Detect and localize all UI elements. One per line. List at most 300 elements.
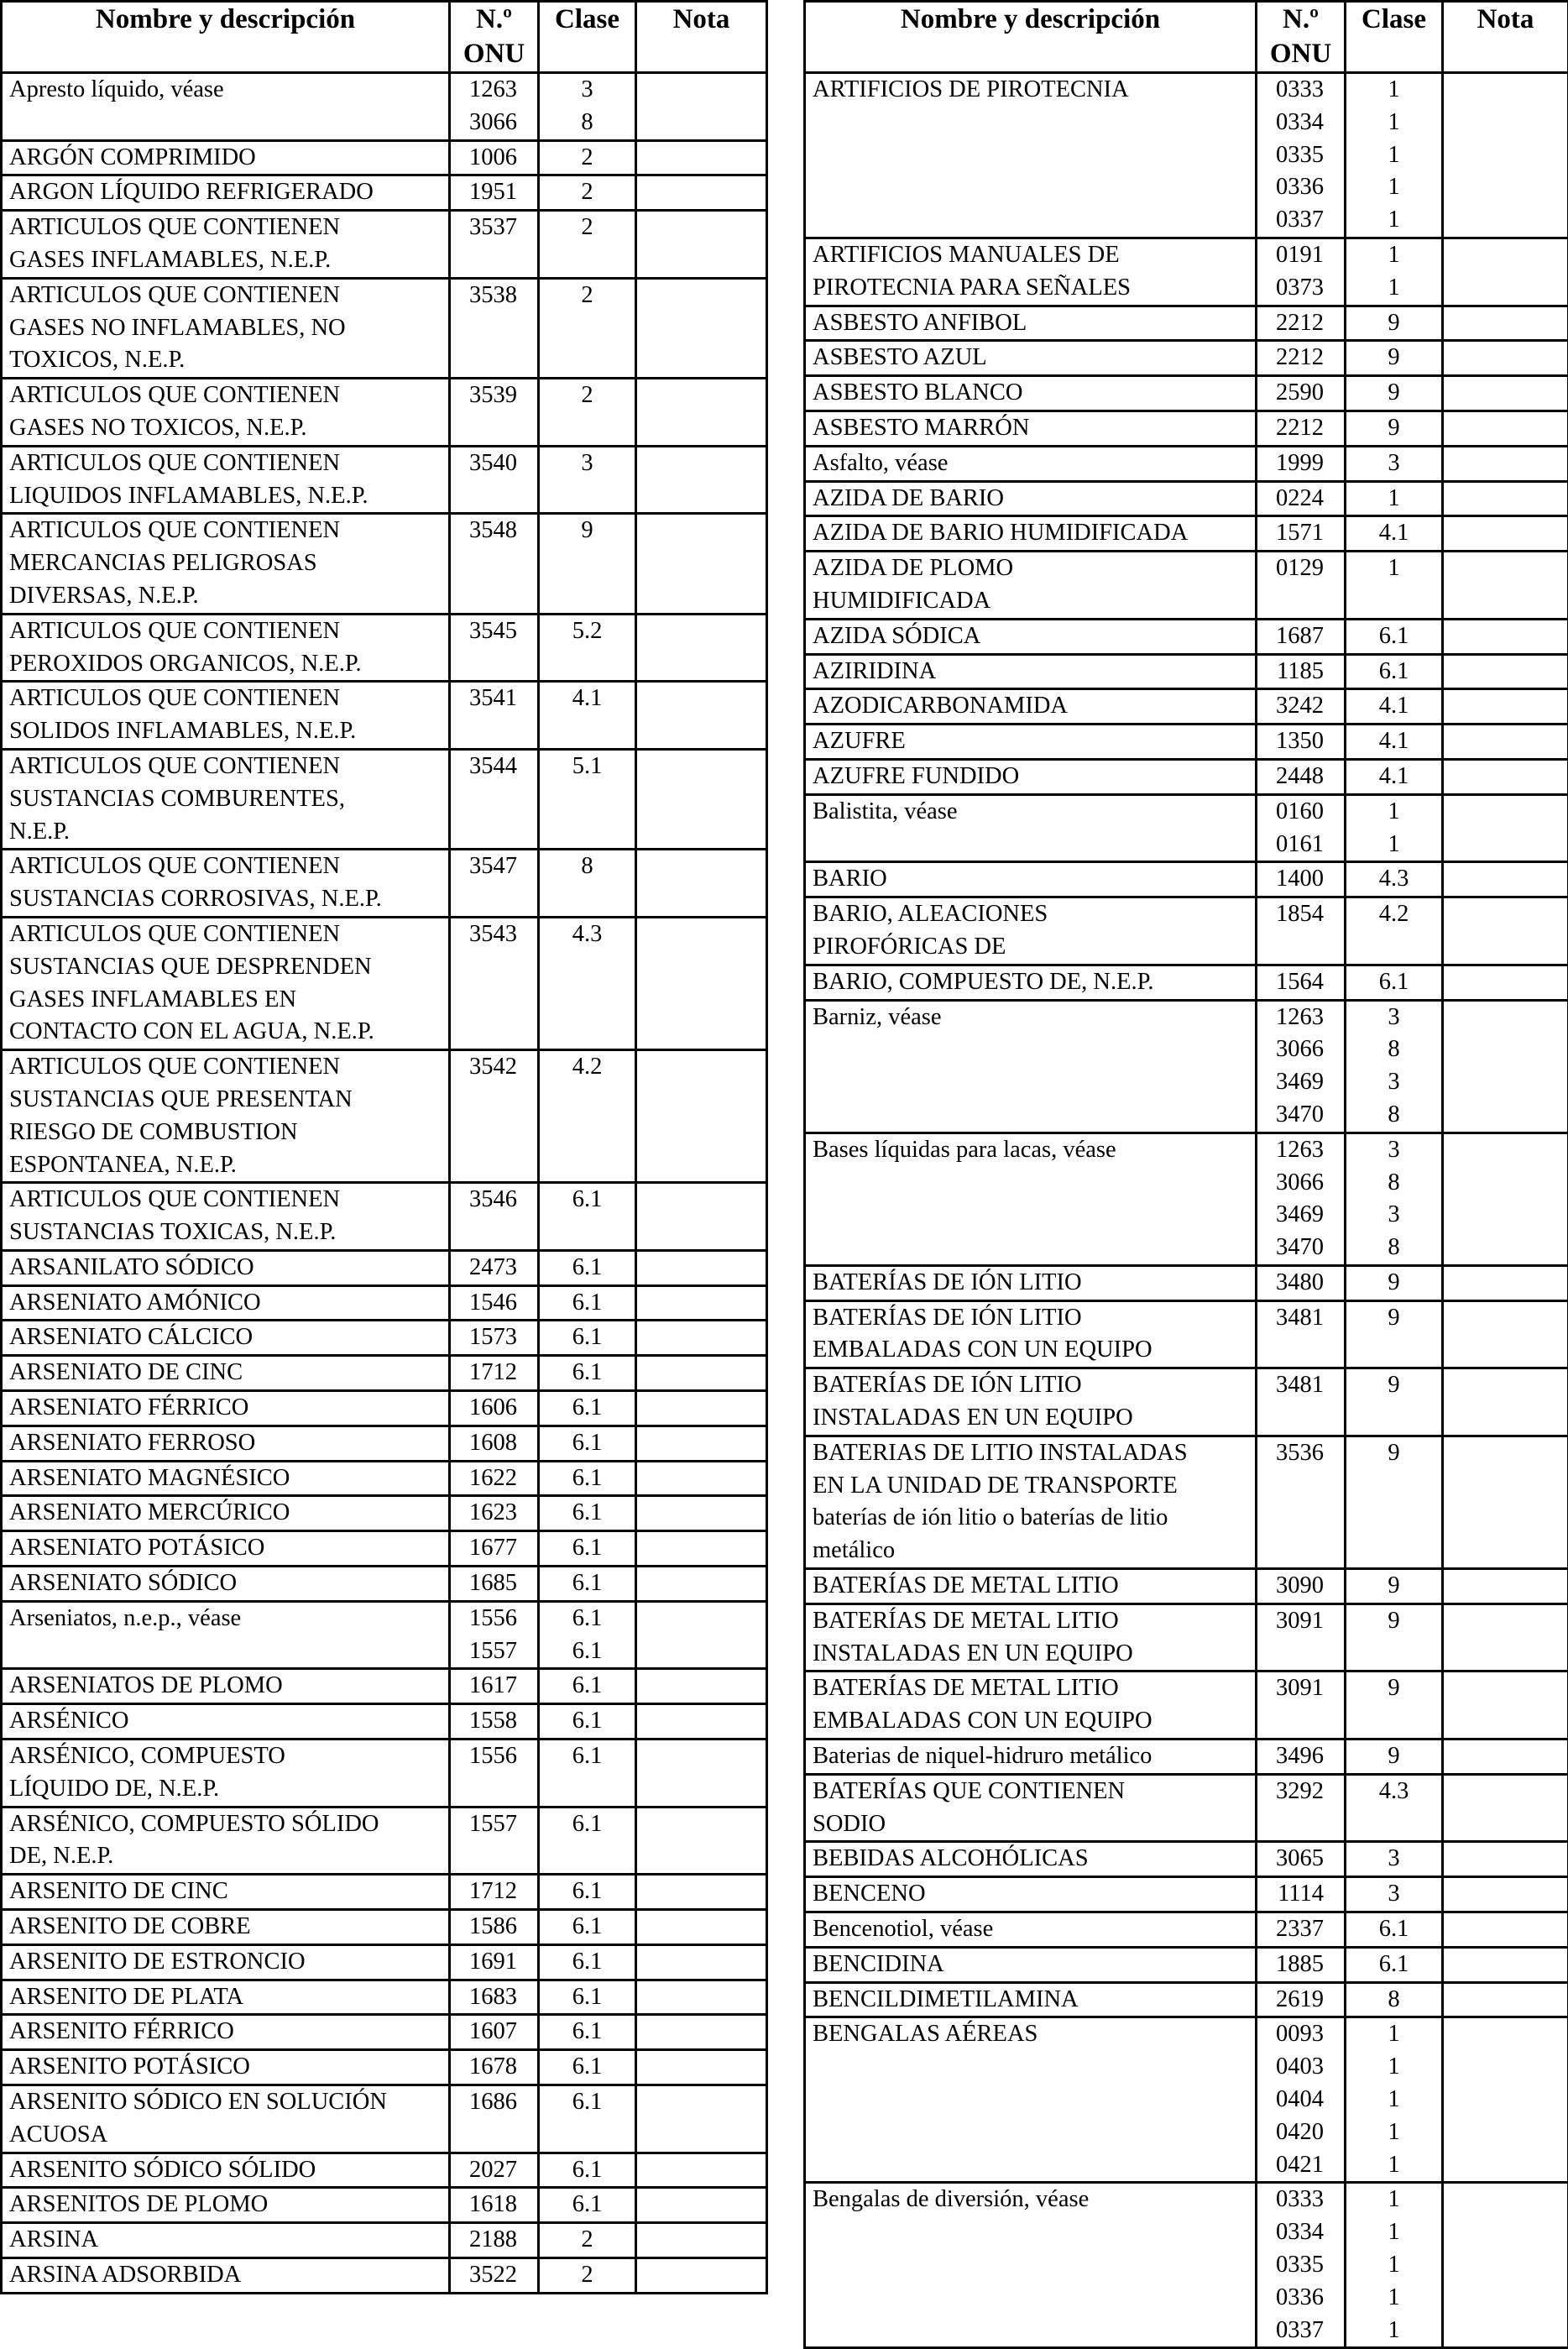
entry-name-cell [805, 794, 1257, 862]
entry-name-cell [805, 1877, 1257, 1912]
table-row [2, 1910, 767, 1945]
table-row [2, 514, 767, 614]
nota-cell [636, 1050, 767, 1183]
entry-name-cell [805, 376, 1257, 411]
clase-value: 1 [1346, 796, 1441, 829]
onu-number: 1263 [1257, 1134, 1344, 1167]
entry-name-cell [805, 654, 1257, 689]
onu-number-cell [1257, 341, 1346, 376]
clase-value-cell [1346, 862, 1443, 897]
clase-value: 1 [1346, 204, 1441, 237]
clase-value: 8 [540, 107, 635, 139]
entry-name-line: ARSENITOS DE PLOMO [3, 2189, 448, 2221]
onu-number-cell [450, 514, 539, 614]
clase-value: 9 [1346, 1740, 1441, 1773]
entry-name-line: LÍQUIDO DE, N.E.P. [3, 1773, 448, 1806]
onu-number-cell [1257, 1265, 1346, 1300]
entry-name-line: ARTICULOS QUE CONTIENEN [3, 280, 448, 312]
onu-number: 0337 [1257, 2315, 1344, 2347]
entry-name-cell [805, 897, 1257, 965]
onu-number: 3091 [1257, 1672, 1344, 1705]
nota-cell [636, 1567, 767, 1602]
onu-number-cell [450, 749, 539, 849]
table-row [805, 965, 1568, 1000]
onu-number-cell [450, 1461, 539, 1496]
clase-value-cell [539, 1250, 636, 1285]
onu-number-cell [450, 850, 539, 918]
onu-number-cell [1257, 1000, 1346, 1133]
onu-number-cell [1257, 1842, 1346, 1877]
table-row [2, 140, 767, 175]
entry-name-cell [2, 2223, 450, 2258]
onu-number: 1557 [451, 1635, 537, 1668]
nota-cell [1443, 1265, 1568, 1300]
clase-value-cell [539, 1183, 636, 1251]
entry-name-cell [805, 481, 1257, 516]
onu-number: 3480 [1257, 1267, 1344, 1300]
clase-value: 1 [1346, 139, 1441, 172]
entry-name-line: ARSENITO FÉRRICO [3, 2016, 448, 2048]
clase-value: 1 [1346, 2084, 1441, 2116]
clase-value: 3 [1346, 1134, 1441, 1167]
clase-value: 9 [1346, 412, 1441, 445]
clase-value: 4.1 [1346, 725, 1441, 758]
nota-cell [1443, 1672, 1568, 1740]
nota-cell [1443, 1947, 1568, 1982]
entry-name-line: BATERÍAS DE IÓN LITIO [806, 1369, 1255, 1402]
entry-name-cell [805, 341, 1257, 376]
clase-value-cell [539, 2153, 636, 2188]
nota-cell [1443, 725, 1568, 760]
onu-number: 3545 [451, 615, 537, 648]
nota-cell [1443, 1740, 1568, 1775]
onu-number: 1687 [1257, 620, 1344, 653]
onu-number: 1712 [451, 1876, 537, 1908]
nota-cell [636, 917, 767, 1049]
dangerous-goods-table-right [803, 0, 1568, 2349]
clase-value: 6.1 [540, 1427, 635, 1460]
table-row [805, 516, 1568, 552]
entry-name-line: DE, N.E.P. [3, 1840, 448, 1873]
header-clase: Clase [539, 2, 636, 73]
onu-number: 3469 [1257, 1199, 1344, 1232]
onu-number-cell [1257, 2183, 1346, 2348]
table-row [2, 682, 767, 750]
entry-name-cell [805, 1740, 1257, 1775]
entry-name-line: ARSÉNICO, COMPUESTO [3, 1740, 448, 1773]
header-onu: N.º ONU [450, 2, 539, 73]
entry-name-cell [2, 140, 450, 175]
entry-name-cell [2, 749, 450, 849]
onu-number: 3547 [451, 850, 537, 883]
entry-name-cell [805, 1133, 1257, 1265]
table-row [2, 278, 767, 378]
nota-cell [1443, 446, 1568, 481]
entry-name-cell [2, 1461, 450, 1496]
onu-number: 1586 [451, 1911, 537, 1944]
entry-name-cell [805, 446, 1257, 481]
nota-cell [1443, 481, 1568, 516]
clase-value: 1 [1346, 272, 1441, 305]
clase-value-cell [539, 1531, 636, 1567]
clase-value: 4.2 [1346, 898, 1441, 931]
entry-name-line: ARSENITO POTÁSICO [3, 2051, 448, 2084]
clase-value: 9 [1346, 377, 1441, 410]
onu-number: 0335 [1257, 139, 1344, 172]
onu-number-cell [450, 1740, 539, 1808]
entry-name-cell [2, 1980, 450, 2015]
table-row [2, 175, 767, 211]
clase-value: 6.1 [540, 2154, 635, 2187]
onu-number: 1350 [1257, 725, 1344, 758]
onu-number-cell [1257, 481, 1346, 516]
entry-name-line: AZUFRE FUNDIDO [806, 761, 1255, 793]
onu-number-cell [1257, 725, 1346, 760]
clase-value-cell [539, 1285, 636, 1321]
clase-value-cell [539, 1496, 636, 1531]
clase-value-cell [539, 1875, 636, 1910]
entry-name-cell [805, 411, 1257, 446]
nota-cell [1443, 1436, 1568, 1568]
entry-name-line: ARSENITO DE ESTRONCIO [3, 1946, 448, 1979]
clase-value-cell [539, 175, 636, 211]
clase-value: 1 [1346, 2051, 1441, 2084]
entry-name-line: ARSENIATO MAGNÉSICO [3, 1462, 448, 1495]
entry-name-cell [2, 1426, 450, 1461]
entry-name-line: PIROTECNIA PARA SEÑALES [806, 272, 1255, 305]
table-row [805, 725, 1568, 760]
onu-number-cell [1257, 1569, 1346, 1604]
entry-name-line: AZIDA DE BARIO [806, 483, 1255, 515]
entry-name-line: Balistita, véase [806, 796, 1255, 829]
clase-value: 1 [1346, 74, 1441, 107]
clase-value: 9 [540, 515, 635, 547]
onu-number: 1573 [451, 1321, 537, 1354]
clase-value-cell [539, 1704, 636, 1740]
onu-number: 0337 [1257, 204, 1344, 237]
clase-value-cell [1346, 1842, 1443, 1877]
clase-value: 2 [540, 280, 635, 312]
nota-cell [1443, 1133, 1568, 1265]
nota-cell [1443, 411, 1568, 446]
entry-name-line: GASES NO TOXICOS, N.E.P. [3, 412, 448, 445]
nota-cell [636, 1944, 767, 1980]
nota-cell [1443, 2183, 1568, 2348]
entry-name-line: ASBESTO MARRÓN [806, 412, 1255, 445]
onu-number-cell [1257, 2017, 1346, 2183]
clase-value-cell [539, 379, 636, 447]
entry-name-cell [2, 614, 450, 682]
onu-number: 1622 [451, 1462, 537, 1495]
onu-number-cell [450, 446, 539, 514]
clase-value-cell [539, 1807, 636, 1875]
onu-number: 0403 [1257, 2051, 1344, 2084]
header-nota: Nota [636, 2, 767, 73]
onu-number-cell [1257, 862, 1346, 897]
onu-number: 1564 [1257, 966, 1344, 999]
nota-cell [636, 1391, 767, 1426]
nota-cell [636, 2015, 767, 2050]
entry-name-line: ARSINA ADSORBIDA [3, 2259, 448, 2292]
clase-value: 1 [1346, 107, 1441, 139]
onu-number: 1691 [451, 1946, 537, 1979]
clase-value-cell [1346, 1947, 1443, 1982]
onu-number: 2448 [1257, 761, 1344, 793]
entry-name-line: ACUOSA [3, 2119, 448, 2152]
entry-name-line: AZUFRE [806, 725, 1255, 758]
onu-number: 3542 [451, 1051, 537, 1084]
entry-name-cell [805, 1842, 1257, 1877]
onu-number: 1556 [451, 1603, 537, 1635]
onu-number-cell [450, 2188, 539, 2223]
nota-cell [636, 1356, 767, 1391]
entry-name-cell [805, 1368, 1257, 1436]
onu-number-cell [450, 614, 539, 682]
entry-name-line: EMBALADAS CON UN EQUIPO [806, 1705, 1255, 1738]
nota-cell [636, 379, 767, 447]
entry-name-line: ARTICULOS QUE CONTIENEN [3, 1051, 448, 1084]
entry-name-cell [2, 514, 450, 614]
clase-value-cell [539, 1980, 636, 2015]
clase-value-cell [1346, 73, 1443, 238]
onu-number: 1617 [451, 1670, 537, 1703]
nota-cell [636, 1461, 767, 1496]
table-row [2, 749, 767, 849]
table-row [2, 1183, 767, 1251]
clase-value-cell [539, 73, 636, 141]
entry-name-cell [805, 1436, 1257, 1568]
entry-name-line: ARSENITO DE PLATA [3, 1981, 448, 2014]
table-row [2, 1250, 767, 1285]
table-row [2, 1285, 767, 1321]
onu-number: 2188 [451, 2224, 537, 2257]
onu-number-cell [450, 1321, 539, 1356]
nota-cell [636, 1285, 767, 1321]
clase-value: 3 [1346, 447, 1441, 480]
clase-value-cell [539, 2188, 636, 2223]
table-row [805, 759, 1568, 794]
entry-name-line: GASES NO INFLAMABLES, NO [3, 312, 448, 345]
entry-name-line: BEBIDAS ALCOHÓLICAS [806, 1843, 1255, 1876]
onu-number-cell [1257, 1603, 1346, 1672]
clase-value: 6.1 [1346, 1949, 1441, 1981]
onu-number: 0191 [1257, 239, 1344, 272]
nota-cell [1443, 1982, 1568, 2017]
onu-number: 3522 [451, 2259, 537, 2292]
onu-number: 3541 [451, 683, 537, 715]
entry-name-line: ARTIFICIOS DE PIROTECNIA [806, 74, 1255, 107]
table-row [805, 1133, 1568, 1265]
entry-name-line: Bases líquidas para lacas, véase [806, 1134, 1255, 1167]
entry-name-line: ARSINA [3, 2224, 448, 2257]
entry-name-line: ARGÓN COMPRIMIDO [3, 142, 448, 175]
entry-name-line: BARIO [806, 863, 1255, 896]
onu-number: 2337 [1257, 1913, 1344, 1946]
clase-value: 1 [1346, 171, 1441, 204]
entry-name-line: GASES INFLAMABLES EN [3, 984, 448, 1017]
entry-name-line: ASBESTO ANFIBOL [806, 307, 1255, 340]
entry-name-line: ARGON LÍQUIDO REFRIGERADO [3, 176, 448, 209]
onu-number: 0334 [1257, 2216, 1344, 2249]
clase-value: 3 [1346, 1002, 1441, 1034]
clase-value: 2 [540, 176, 635, 209]
clase-value-cell [1346, 689, 1443, 725]
nota-cell [636, 73, 767, 141]
clase-value: 8 [1346, 1232, 1441, 1264]
clase-value: 6.1 [540, 1876, 635, 1908]
table-row [2, 850, 767, 918]
clase-value: 4.1 [1346, 690, 1441, 723]
onu-number-cell [450, 1669, 539, 1704]
table-row [805, 1774, 1568, 1842]
nota-cell [636, 278, 767, 378]
entry-name-line: SOLIDOS INFLAMABLES, N.E.P. [3, 715, 448, 748]
onu-number: 2619 [1257, 1984, 1344, 2017]
onu-number-cell [450, 1910, 539, 1945]
table-row [805, 376, 1568, 411]
table-row [2, 1980, 767, 2015]
nota-cell [636, 1496, 767, 1531]
onu-number-cell [1257, 689, 1346, 725]
clase-value: 4.1 [540, 683, 635, 715]
clase-value: 1 [1346, 2249, 1441, 2282]
clase-value: 6.1 [1346, 966, 1441, 999]
clase-value-cell [1346, 1000, 1443, 1133]
entry-name-line: ARTICULOS QUE CONTIENEN [3, 918, 448, 951]
entry-name-line: ARSENITO DE CINC [3, 1876, 448, 1908]
entry-name-cell [2, 1183, 450, 1251]
nota-cell [1443, 689, 1568, 725]
entry-name-line: N.E.P. [3, 816, 448, 849]
clase-value: 1 [1346, 2149, 1441, 2182]
entry-name-cell [2, 1356, 450, 1391]
entry-name-line: ARSENIATO FERROSO [3, 1427, 448, 1460]
entry-name-cell [2, 2153, 450, 2188]
clase-value: 9 [1346, 1369, 1441, 1402]
clase-value: 2 [540, 379, 635, 412]
onu-number: 1400 [1257, 863, 1344, 896]
onu-number: 1546 [451, 1287, 537, 1320]
clase-value-cell [539, 917, 636, 1049]
nota-cell [1443, 1569, 1568, 1604]
clase-value-cell [1346, 1300, 1443, 1368]
onu-number: 0093 [1257, 2018, 1344, 2051]
table-row [805, 481, 1568, 516]
onu-number: 0334 [1257, 107, 1344, 139]
entry-name-cell [805, 552, 1257, 620]
entry-name-cell [805, 516, 1257, 552]
entry-name-cell [805, 862, 1257, 897]
nota-cell [636, 1531, 767, 1567]
entry-name-cell [805, 306, 1257, 341]
clase-value-cell [539, 850, 636, 918]
onu-number-cell [450, 1391, 539, 1426]
nota-cell [1443, 1300, 1568, 1368]
table-row [805, 341, 1568, 376]
entry-name-cell [805, 1672, 1257, 1740]
table-body-left [2, 73, 767, 2294]
nota-cell [636, 514, 767, 614]
table-row [2, 1356, 767, 1391]
onu-number: 3538 [451, 280, 537, 312]
onu-number-cell [1257, 376, 1346, 411]
entry-name-line: INSTALADAS EN UN EQUIPO [806, 1638, 1255, 1671]
clase-value: 6.1 [540, 1462, 635, 1495]
nota-cell [1443, 794, 1568, 862]
entry-name-line: SUSTANCIAS QUE DESPRENDEN [3, 951, 448, 984]
onu-number-cell [1257, 1133, 1346, 1265]
clase-value: 6.1 [540, 2051, 635, 2084]
entry-name-line: ARSÉNICO [3, 1705, 448, 1738]
table-row [2, 1050, 767, 1183]
table-row [2, 211, 767, 279]
clase-value: 9 [1346, 1437, 1441, 1470]
onu-number: 0421 [1257, 2149, 1344, 2182]
nota-cell [1443, 238, 1568, 306]
onu-number: 1263 [1257, 1002, 1344, 1034]
entry-name-cell [2, 2188, 450, 2223]
onu-number-cell [450, 73, 539, 141]
nota-cell [636, 1183, 767, 1251]
clase-value: 9 [1346, 1302, 1441, 1335]
onu-number: 3292 [1257, 1776, 1344, 1808]
onu-number-cell [1257, 897, 1346, 965]
clase-value-cell [1346, 1877, 1443, 1912]
clase-value: 1 [1346, 2184, 1441, 2216]
onu-number: 0224 [1257, 483, 1344, 515]
table-row [2, 1496, 767, 1531]
clase-value: 9 [1346, 1605, 1441, 1638]
clase-value-cell [539, 749, 636, 849]
entry-name-line: ARSENIATO DE CINC [3, 1357, 448, 1389]
clase-value: 6.1 [1346, 1913, 1441, 1946]
entry-name-cell [2, 1601, 450, 1669]
onu-number: 1606 [451, 1392, 537, 1425]
onu-number: 2027 [451, 2154, 537, 2187]
table-row [2, 1669, 767, 1704]
clase-value-cell [1346, 1672, 1443, 1740]
nota-cell [1443, 376, 1568, 411]
onu-number: 0333 [1257, 2184, 1344, 2216]
entry-name-cell [2, 682, 450, 750]
entry-name-line: GASES INFLAMABLES, N.E.P. [3, 244, 448, 277]
clase-value: 9 [1346, 1672, 1441, 1705]
nota-cell [1443, 862, 1568, 897]
onu-number-cell [450, 2258, 539, 2294]
clase-value-cell [539, 278, 636, 378]
entry-name-line: ARSENITO SÓDICO SÓLIDO [3, 2154, 448, 2187]
clase-value-cell [539, 2223, 636, 2258]
table-row [805, 1740, 1568, 1775]
nota-cell [636, 1704, 767, 1740]
onu-number: 1685 [451, 1567, 537, 1600]
nota-cell [1443, 619, 1568, 654]
entry-name-cell [2, 73, 450, 141]
onu-number: 3540 [451, 447, 537, 480]
clase-value: 4.3 [1346, 1776, 1441, 1808]
clase-value-cell [1346, 238, 1443, 306]
clase-value: 6.1 [540, 1252, 635, 1284]
clase-value: 6.1 [540, 1184, 635, 1216]
clase-value: 4.1 [1346, 517, 1441, 550]
nota-cell [636, 1601, 767, 1669]
entry-name-line: SUSTANCIAS COMBURENTES, [3, 783, 448, 816]
clase-value: 1 [1346, 829, 1441, 861]
entry-name-line: PEROXIDOS ORGANICOS, N.E.P. [3, 648, 448, 681]
header-row [805, 2, 1568, 73]
entry-name-cell [805, 689, 1257, 725]
onu-number: 3242 [1257, 690, 1344, 723]
